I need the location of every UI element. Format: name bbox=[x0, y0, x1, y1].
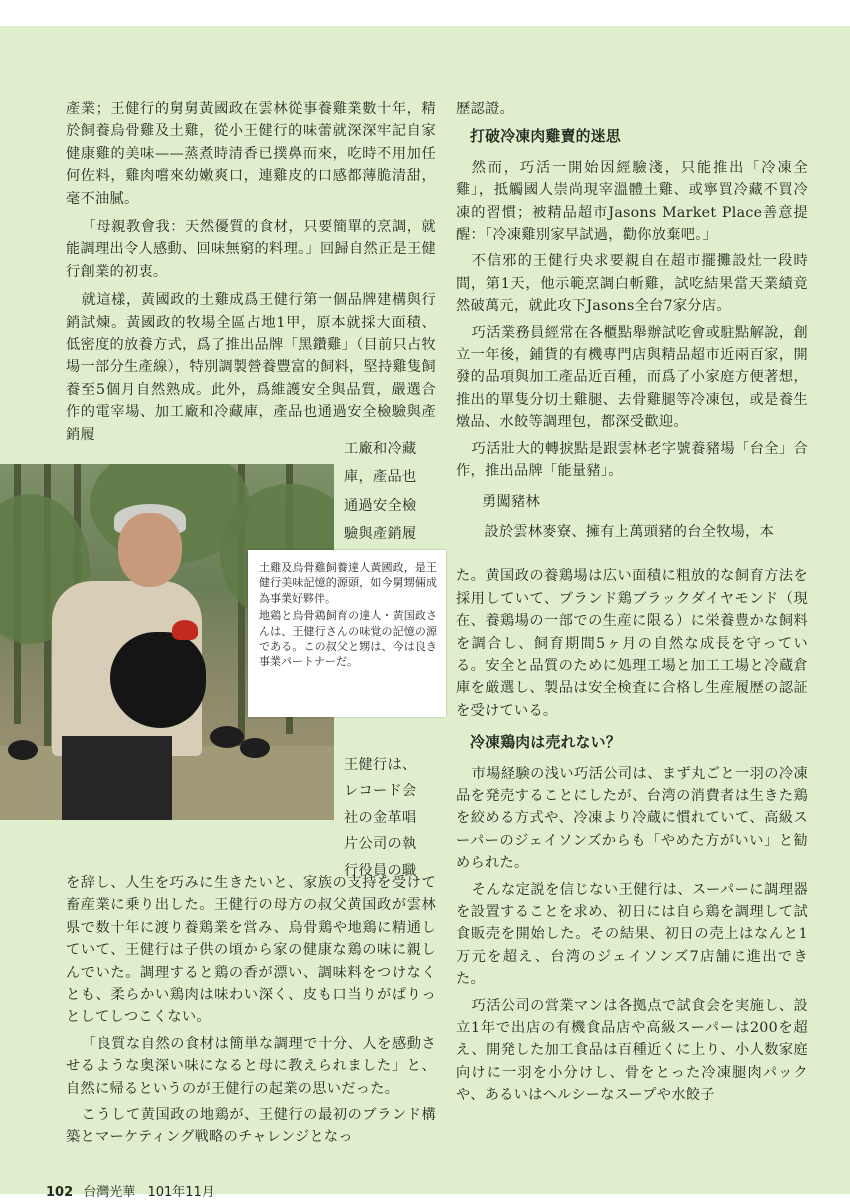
paragraph: こうして黄国政の地鶏が、王健行の最初のブランド構築とマーケティング戦略のチャレンジとなっ bbox=[66, 1107, 436, 1146]
issue-date: 101年11月 bbox=[147, 1185, 215, 1200]
right-column bbox=[456, 98, 808, 1107]
publication-name: 台灣光華 bbox=[83, 1185, 136, 1200]
caption-japanese: 地鶏と烏骨鶏飼育の達人・黄国政さんは、王健行さんの味覚の記憶の源である。この叔父と甥は、今は良き事業パートナーだ。 bbox=[259, 609, 437, 669]
magazine-page bbox=[0, 26, 850, 1200]
paragraph: 就這樣，黃國政的土雞成爲王健行第一個品牌建構與行銷試煉。黃國政的牧場全區占地1甲，原本就採大面積、低密度的放養方式，爲了推出品牌「黑鑽雞」（目前只占牧場一部分生產線），特別調製營養豐富的飼料，堅持雞隻飼養至5個月自然熟成。此外，爲維護安全與品質，嚴選合作的電宰場、加工廠和冷藏庫，產品也通過安全檢驗與產銷履 bbox=[66, 292, 436, 442]
section-heading: 冷凍鶏肉は売れない？ bbox=[470, 734, 621, 752]
sub-heading: 勇闖豬林 bbox=[482, 493, 540, 510]
wrap-line: レコード会 bbox=[344, 783, 417, 800]
paragraph: 「良質な自然の食材は簡単な調理で十分、人を感動させるような奥深い味になると母に教えられました」と、自然に帰るというのが王健行の起業の思いだった。 bbox=[66, 1035, 436, 1097]
wrap-line: 庫，產品也 bbox=[344, 469, 417, 486]
left-column-wrap-bottom bbox=[344, 754, 444, 886]
man-face bbox=[118, 513, 182, 587]
paragraph: 「母親教會我：天然優質的食材，只要簡單的烹調，就能調理出令人感動、回味無窮的料理。」回歸自然正是王健行創業的初衷。 bbox=[66, 219, 436, 280]
wrap-line: 通過安全檢 bbox=[344, 497, 417, 514]
man-trousers bbox=[62, 736, 172, 820]
lead-line: 歷認證。 bbox=[456, 101, 514, 117]
paragraph: 市場経験の浅い巧活公司は、まず丸ごと一羽の冷凍品を発売することにしたが、台湾の消費者は生きた鶏を絞める方式や、冷凍より冷蔵に慣れていて、高級スーパーのジェイソンズからも「やめた方がいい」と勧められた。 bbox=[456, 765, 808, 872]
rooster-comb bbox=[172, 620, 198, 640]
wrap-line: 社の金革唱 bbox=[344, 809, 417, 826]
wrap-line: 驗與產銷履 bbox=[344, 526, 417, 543]
paragraph: た。黄国政の養鶏場は広い面積に粗放的な飼育方法を採用していて、ブランド鶏ブラックダイヤモンド（現在、養鶏場の一部での生産に限る）に栄養豊かな飼料を調合し、飼育期間5ヶ月の自然な成長を守っている。安全と品質のために処理工場と加工工場と冷蔵倉庫を厳選し、製品は安全検査に合格し生産履歴の認証を受けている。 bbox=[456, 568, 808, 719]
rooster-icon bbox=[110, 632, 206, 728]
paragraph: 產業；王健行的舅舅黃國政在雲林從事養雞業數十年，精於飼養烏骨雞及土雞，從小王健行的味蕾就深深牢記自家健康雞的美味——蒸煮時清香已撲鼻而來，吃時不用加任何佐料，雞肉嚐來幼嫩爽口，連雞皮的口感都薄脆清甜，毫不油膩。 bbox=[66, 101, 436, 207]
left-column-wrap-top bbox=[344, 438, 444, 552]
hen-icon bbox=[8, 740, 38, 760]
paragraph: 巧活業務員經常在各櫃點舉辦試吃會或駐點解說，創立一年後，鋪貨的有機專門店與精品超市近兩百家，開發的品項與加工產品近百種，而爲了小家庭方便著想，推出的單隻分切土雞腿、去骨雞腿等冷凍包，或是養生燉品、水餃等調理包，都深受歡迎。 bbox=[456, 324, 808, 431]
paragraph: そんな定説を信じない王健行は、スーパーに調理器を設置することを求め、初日には自ら鶏を調理して試食販売を開始した。その結果、初日の売上はなんと1万元を超え、台湾のジェイソンズ7店舗に進出できた。 bbox=[456, 881, 808, 988]
paragraph: 然而，巧活一開始因經驗淺，只能推出「冷凍全雞」，抵觸國人崇尚現宰溫體土雞、或寧買冷藏不買冷凍的習慣；被精品超市Jasons Market Place善意提醒：「冷凍雞別家早試過，勸你放棄吧。」 bbox=[456, 159, 808, 244]
paragraph: 不信邪的王健行央求要親自在超市擺攤設灶一段時間，第1天，他示範烹調白斬雞，試吃結果當天業績竟然破萬元，就此攻下Jasons全台7家分店。 bbox=[456, 253, 808, 315]
hen-icon bbox=[240, 738, 270, 758]
wrap-line: 王健行は、 bbox=[344, 757, 417, 773]
left-column-bottom bbox=[66, 872, 436, 1149]
caption-chinese: 土雞及烏骨雞飼養達人黃國政，是王健行美味記憶的源頭，如今舅甥倆成為事業好夥伴。 bbox=[259, 561, 437, 605]
wrap-line: 行役員の職 bbox=[344, 862, 417, 879]
paragraph: 巧活壯大的轉捩點是跟雲林老字號養豬場「台全」合作，推出品牌「能量豬」。 bbox=[456, 440, 808, 480]
paragraph: 巧活公司の営業マンは各拠点で試食会を実施し、設立1年で出店の有機食品店や高級スーパーは200を超え、開発した加工食品は百種近くに上り、小人数家庭向けに一羽を小分けし、骨をとった冷凍腿肉パックや、あるいはヘルシーなスープや水餃子 bbox=[456, 997, 808, 1104]
section-heading: 打破冷凍肉雞賣的迷思 bbox=[470, 128, 621, 146]
page-footer bbox=[46, 1181, 215, 1200]
photo-caption bbox=[248, 550, 446, 717]
page-number: 102 bbox=[46, 1185, 74, 1200]
left-column-top bbox=[66, 98, 436, 442]
wrap-line: 工廠和冷藏 bbox=[344, 441, 417, 457]
wrap-line: 片公司の執 bbox=[344, 836, 417, 853]
paragraph: を辞し、人生を巧みに生きたいと、家族の支持を受けて畜産業に乗り出した。王健行の母方の叔父黄国政が雲林県で数十年に渡り養鶏業を営み、烏骨鶏や地鶏に精通していて、王健行は子供の頃から家の健康な鶏の味に親しんでいた。調理すると鶏の香が漂い、調味料をつけなくとも、柔らかい鶏肉は味わい深く、皮も口当りがぱりっとしてしつこくない。 bbox=[66, 875, 436, 1026]
hen-icon bbox=[210, 726, 244, 748]
paragraph: 設於雲林麥寮、擁有上萬頭豬的台全牧場，本 bbox=[484, 523, 775, 540]
